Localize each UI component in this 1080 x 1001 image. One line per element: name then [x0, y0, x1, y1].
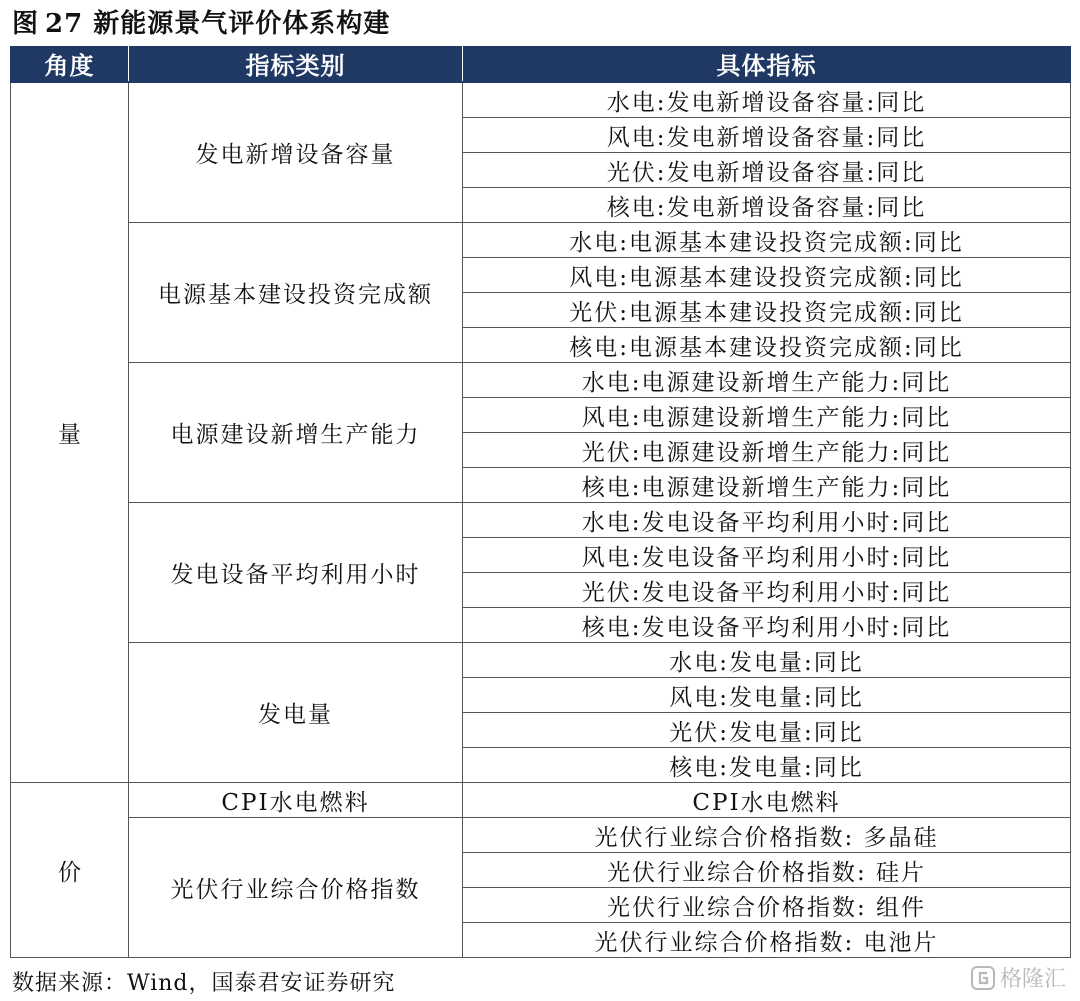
- header-detail: 具体指标: [463, 46, 1071, 82]
- detail-cell: 光伏行业综合价格指数: 电池片: [463, 923, 1071, 958]
- data-source-note: 数据来源：Wind，国泰君安证券研究: [12, 971, 396, 996]
- watermark: [970, 962, 1066, 993]
- detail-cell: 水电:发电新增设备容量:同比: [463, 82, 1071, 118]
- header-category: 指标类别: [129, 46, 463, 82]
- table-row: [11, 643, 1071, 678]
- figure-label: 图: [12, 9, 40, 39]
- detail-cell: 核电:电源基本建设投资完成额:同比: [463, 328, 1071, 363]
- category-cell: 发电设备平均利用小时: [129, 503, 463, 643]
- detail-cell: 风电:发电新增设备容量:同比: [463, 118, 1071, 153]
- detail-cell: 光伏:电源基本建设投资完成额:同比: [463, 293, 1071, 328]
- indicator-table: [10, 46, 1071, 958]
- category-cell: CPI水电燃料: [129, 783, 463, 818]
- category-cell: 电源建设新增生产能力: [129, 363, 463, 503]
- table-row: [11, 503, 1071, 538]
- category-cell: 光伏行业综合价格指数: [129, 818, 463, 958]
- angle-cell: 价: [11, 783, 129, 958]
- figure-number: 27: [45, 9, 84, 39]
- gelonghui-logo-icon: [970, 965, 996, 991]
- detail-cell: 风电:发电设备平均利用小时:同比: [463, 538, 1071, 573]
- header-angle: 角度: [11, 46, 129, 82]
- category-cell: 发电新增设备容量: [129, 82, 463, 223]
- detail-cell: 核电:发电量:同比: [463, 748, 1071, 783]
- detail-cell: 核电:电源建设新增生产能力:同比: [463, 468, 1071, 503]
- detail-cell: 水电:电源建设新增生产能力:同比: [463, 363, 1071, 398]
- category-cell: 发电量: [129, 643, 463, 783]
- table-row: [11, 223, 1071, 258]
- detail-cell: 风电:电源基本建设投资完成额:同比: [463, 258, 1071, 293]
- detail-cell: 光伏行业综合价格指数: 组件: [463, 888, 1071, 923]
- detail-cell: 风电:电源建设新增生产能力:同比: [463, 398, 1071, 433]
- table-row: [11, 818, 1071, 853]
- angle-cell: 量: [11, 82, 129, 783]
- table-header-row: [11, 46, 1071, 82]
- detail-cell: 光伏行业综合价格指数: 多晶硅: [463, 818, 1071, 853]
- detail-cell: 光伏:发电量:同比: [463, 713, 1071, 748]
- table-row: [11, 363, 1071, 398]
- detail-cell: 核电:发电设备平均利用小时:同比: [463, 608, 1071, 643]
- detail-cell: 水电:发电量:同比: [463, 643, 1071, 678]
- table-body: [11, 82, 1071, 958]
- detail-cell: 光伏行业综合价格指数: 硅片: [463, 853, 1071, 888]
- detail-cell: 光伏:发电新增设备容量:同比: [463, 153, 1071, 188]
- detail-cell: 光伏:电源建设新增生产能力:同比: [463, 433, 1071, 468]
- detail-cell: 核电:发电新增设备容量:同比: [463, 188, 1071, 223]
- detail-cell: CPI水电燃料: [463, 783, 1071, 818]
- detail-cell: 水电:发电设备平均利用小时:同比: [463, 503, 1071, 538]
- category-cell: 电源基本建设投资完成额: [129, 223, 463, 363]
- indicator-table-container: [10, 46, 1070, 958]
- detail-cell: 光伏:发电设备平均利用小时:同比: [463, 573, 1071, 608]
- watermark-text: 格隆汇: [999, 967, 1066, 992]
- detail-cell: 风电:发电量:同比: [463, 678, 1071, 713]
- figure-title-text: 新能源景气评价体系构建: [93, 9, 391, 39]
- detail-cell: 水电:电源基本建设投资完成额:同比: [463, 223, 1071, 258]
- table-row: [11, 82, 1071, 118]
- figure-title: [12, 4, 390, 44]
- table-row: [11, 783, 1071, 818]
